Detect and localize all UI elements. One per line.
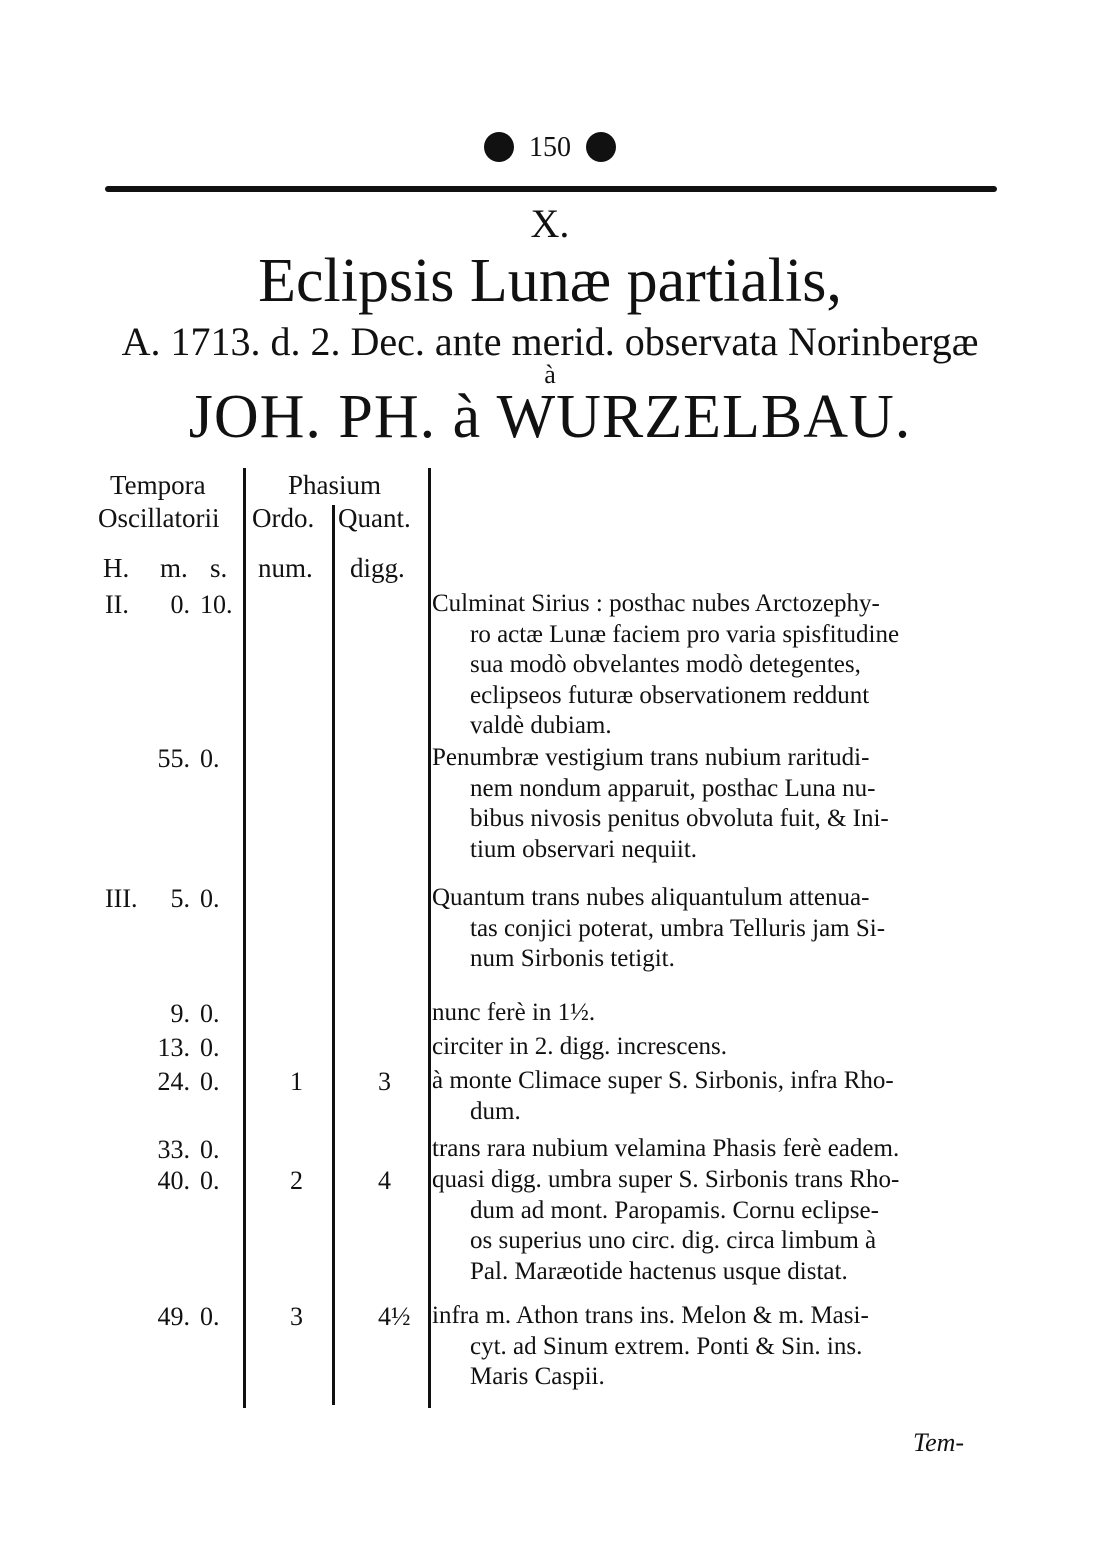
header-phasium: Phasium	[288, 470, 382, 500]
phase-ordo: 3	[290, 1302, 303, 1331]
time-seconds: 0.	[200, 1067, 220, 1096]
time-seconds: 0.	[200, 999, 220, 1028]
observation-note	[432, 1301, 997, 1393]
page-number: 150	[529, 132, 571, 163]
flower-ornament-icon	[588, 134, 614, 160]
observation-note	[432, 883, 997, 975]
note-line: cyt. ad Sinum extrem. Ponti & Sin. ins.	[470, 1332, 863, 1360]
phase-quant: 4	[378, 1166, 391, 1195]
note-line: Pal. Maræotide hactenus usque distat.	[470, 1257, 848, 1285]
time-seconds: 0.	[200, 1302, 220, 1331]
time-minutes: 24.	[157, 1067, 190, 1096]
column-rule-quant	[428, 468, 431, 1408]
time-minutes: 9.	[170, 999, 190, 1028]
note-line: tas conjici poterat, umbra Telluris jam Si-	[470, 914, 886, 942]
phase-ordo: 1	[290, 1067, 303, 1096]
phase-ordo: 2	[290, 1166, 303, 1195]
time-seconds: 0.	[200, 1033, 220, 1062]
page-subtitle: A. 1713. d. 2. Dec. ante merid. observata Norinbergæ	[121, 319, 979, 364]
note-line: os superius uno circ. dig. circa limbum à	[470, 1227, 877, 1254]
page-header	[0, 132, 1100, 164]
time-seconds: 0.	[200, 1166, 220, 1195]
note-line: infra m. Athon trans ins. Melon & m. Masi-	[432, 1302, 869, 1329]
note-line: sua modò obvelantes modò detegentes,	[470, 651, 861, 678]
column-rule-time	[243, 468, 246, 1408]
note-line: eclipseos futuræ observationem reddunt	[470, 681, 870, 709]
note-line: trans rara nubium velamina Phasis ferè eadem.	[432, 1135, 900, 1162]
observation-note	[432, 589, 997, 742]
observation-note	[432, 1165, 997, 1287]
note-line: Quantum trans nubes aliquantulum attenua-	[432, 884, 870, 911]
time-minutes: 13.	[157, 1033, 190, 1062]
note-line: num Sirbonis tetigit.	[470, 945, 675, 972]
note-line: dum ad mont. Paropamis. Cornu eclipse-	[470, 1196, 879, 1224]
note-line: bibus nivosis penitus obvoluta fuit, & Ini-	[470, 805, 889, 832]
observation-note	[432, 998, 997, 1029]
header-unit-hours: H.	[103, 553, 130, 583]
observation-note	[432, 1032, 997, 1063]
header-ordo: Ordo.	[252, 503, 315, 533]
note-line: valdè dubiam.	[470, 712, 612, 739]
column-rule-ordo	[332, 505, 335, 1405]
header-tempora: Tempora	[110, 470, 206, 500]
catchword: Tem-	[913, 1428, 965, 1457]
note-line: dum.	[470, 1097, 521, 1125]
time-minutes: 0.	[170, 590, 190, 619]
time-seconds: 0.	[200, 1135, 220, 1164]
section-numeral: X.	[530, 201, 570, 246]
time-hours: II.	[105, 590, 129, 619]
note-line: tium observari nequiit.	[470, 835, 698, 863]
observation-note	[432, 743, 997, 865]
header-unit-seconds: s.	[210, 553, 228, 583]
time-minutes: 49.	[157, 1302, 190, 1331]
header-unit-num: num.	[258, 553, 313, 583]
header-rule	[105, 186, 997, 192]
author-name: JOH. PH. à WURZELBAU.	[188, 383, 912, 451]
note-line: Maris Caspii.	[470, 1363, 605, 1390]
time-seconds: 0.	[200, 884, 220, 913]
header-oscillatorii: Oscillatorii	[98, 503, 220, 533]
header-quant: Quant.	[338, 503, 411, 533]
phase-quant: 3	[378, 1067, 391, 1096]
time-minutes: 40.	[157, 1166, 190, 1195]
time-minutes: 5.	[170, 884, 190, 913]
header-unit-digg: digg.	[350, 553, 405, 583]
time-hours: III.	[105, 884, 138, 913]
observation-note	[432, 1066, 997, 1127]
time-seconds: 10.	[200, 590, 233, 619]
time-minutes: 55.	[157, 744, 190, 773]
note-line: nunc ferè in 1½.	[432, 999, 596, 1026]
note-line: nem nondum apparuit, posthac Luna nu-	[470, 774, 876, 802]
header-unit-minutes: m.	[160, 553, 188, 583]
note-line: Penumbræ vestigium trans nubium raritudi-	[432, 744, 870, 771]
note-line: à monte Climace super S. Sirbonis, infra Rho-	[432, 1067, 894, 1094]
note-line: circiter in 2. digg. increscens.	[432, 1033, 728, 1060]
phase-quant: 4½	[378, 1302, 411, 1331]
time-seconds: 0.	[200, 744, 220, 773]
page-title: Eclipsis Lunæ partialis,	[258, 247, 842, 315]
preposition: à	[544, 360, 556, 389]
note-line: ro actæ Lunæ faciem pro varia spisfitudine	[470, 620, 900, 648]
note-line: Culminat Sirius : posthac nubes Arctozephy-	[432, 590, 880, 617]
time-minutes: 33.	[157, 1135, 190, 1164]
note-line: quasi digg. umbra super S. Sirbonis trans Rho-	[432, 1166, 900, 1193]
flower-ornament-icon	[486, 134, 512, 160]
observation-note	[432, 1134, 997, 1165]
